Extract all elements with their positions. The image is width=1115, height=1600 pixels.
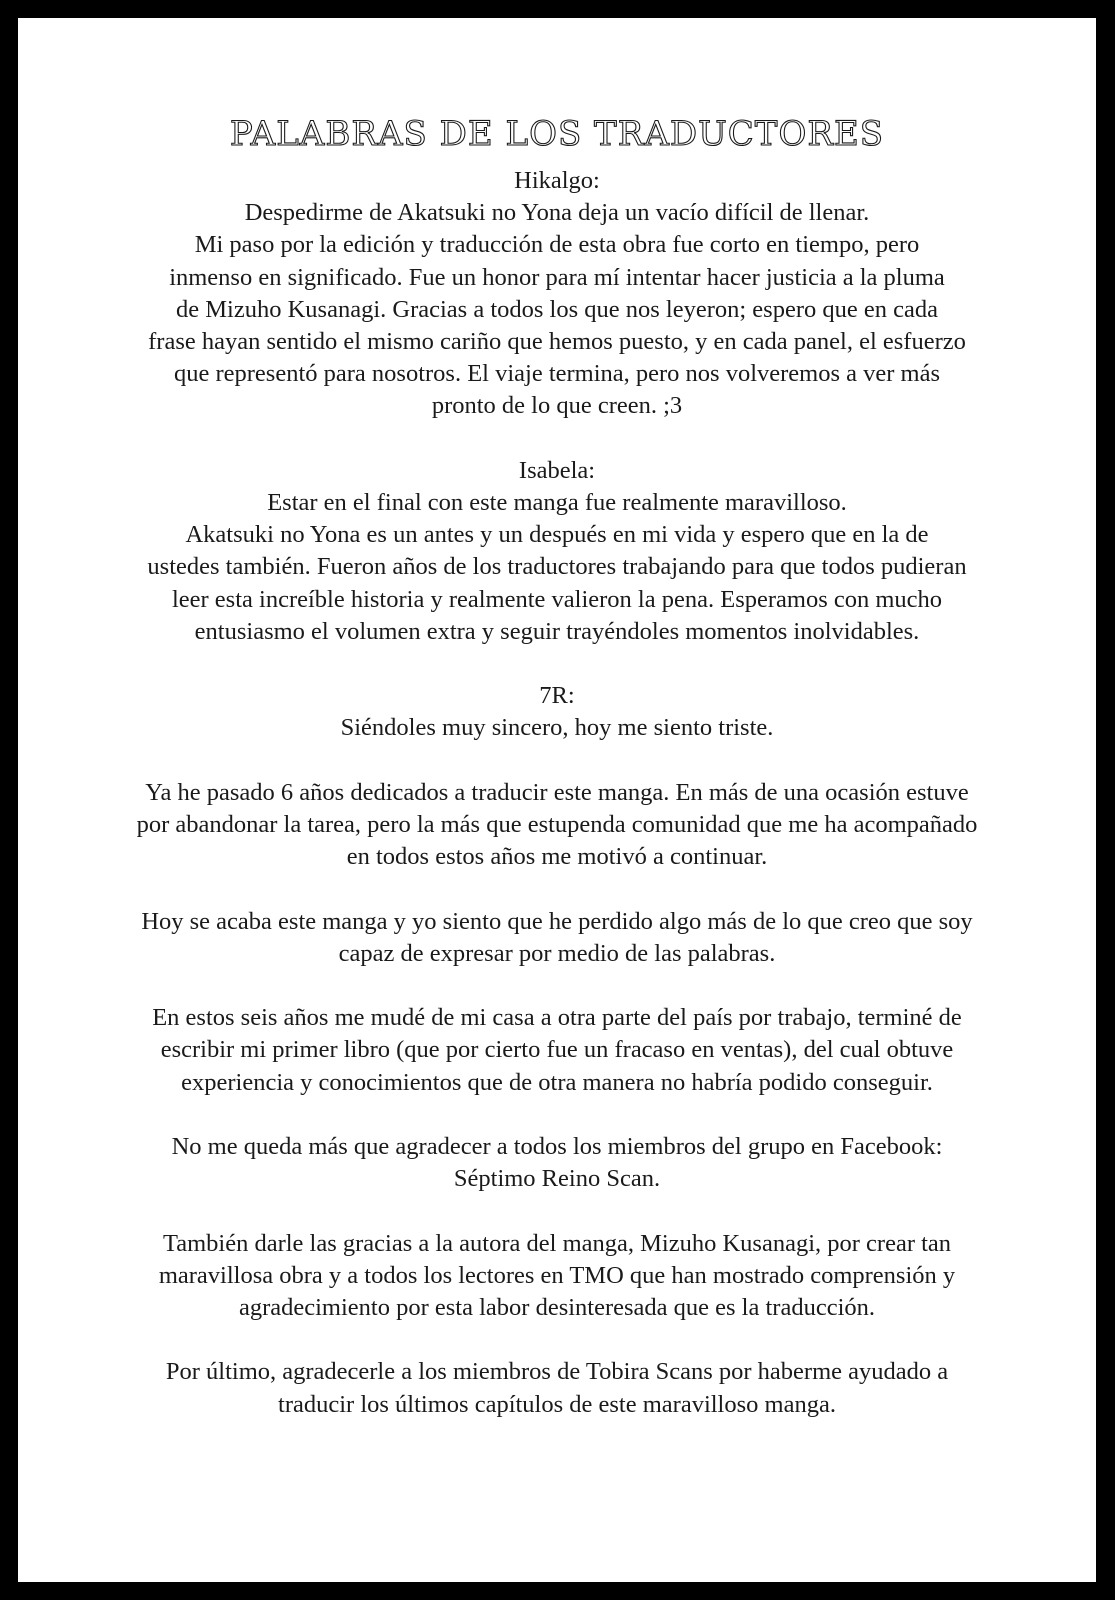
text-line: No me queda más que agradecer a todos los miembros del grupo en Facebook:	[171, 1133, 943, 1160]
text-line: Por último, agradecerle a los miembros de Tobira Scans por haberme ayudado a	[165, 1358, 949, 1386]
text-line: en todos estos años me motivó a continuar.	[346, 843, 768, 871]
section-7r	[18, 680, 1096, 1421]
text-line: ustedes también. Fueron años de los traductores trabajando para que todos pudieran	[147, 553, 967, 581]
text-line: Séptimo Reino Scan.	[453, 1165, 661, 1193]
paragraph	[18, 1131, 1096, 1195]
text-line: frase hayan sentido el mismo cariño que hemos puesto, y en cada panel, el esfuerzo	[148, 328, 966, 356]
paragraph	[18, 712, 1096, 744]
text-line: que representó para nosotros. El viaje termina, pero nos volveremos a ver más	[173, 360, 941, 388]
text-line: Despedirme de Akatsuki no Yona deja un vacío difícil de llenar.	[244, 199, 870, 227]
text-line: Estar en el final con este manga fue realmente maravilloso.	[267, 489, 847, 517]
speaker-name: 7R:	[539, 682, 575, 710]
paragraph	[18, 1002, 1096, 1099]
speaker-name: Isabela:	[518, 456, 596, 484]
text-line: También darle las gracias a la autora del manga, Mizuho Kusanagi, por crear tan	[162, 1229, 952, 1257]
paragraph	[18, 487, 1096, 648]
text-line: de Mizuho Kusanagi. Gracias a todos los que nos leyeron; espero que en cada	[176, 295, 938, 323]
paragraph	[18, 906, 1096, 970]
text-line: maravillosa obra y a todos los lectores en TMO que han mostrado comprensión y	[158, 1261, 956, 1289]
text-line: agradecimiento por esta labor desinteresada que es la traducción.	[238, 1294, 876, 1321]
text-line: Hoy se acaba este manga y yo siento que he perdido algo más de lo que creo que soy	[141, 907, 973, 935]
document-page	[18, 18, 1096, 1582]
text-line: capaz de expresar por medio de las palabras.	[338, 939, 776, 967]
text-line: por abandonar la tarea, pero la más que estupenda comunidad que me ha acompañado	[136, 811, 978, 839]
text-line: inmenso en significado. Fue un honor para mí intentar hacer justicia a la pluma	[169, 263, 945, 291]
text-line: leer esta increíble historia y realmente valieron la pena. Esperamos con mucho	[171, 585, 943, 613]
text-line: Akatsuki no Yona es un antes y un después en mi vida y espero que en la de	[185, 521, 929, 549]
text-line: entusiasmo el volumen extra y seguir trayéndoles momentos inolvidables.	[194, 617, 920, 645]
section-isabela	[18, 455, 1096, 648]
section-hikalgo	[18, 165, 1096, 423]
text-line: pronto de lo que creen. ;3	[431, 392, 683, 420]
text-line: Mi paso por la edición y traducción de esta obra fue corto en tiempo, pero	[194, 231, 920, 259]
text-line: Ya he pasado 6 años dedicados a traducir este manga. En más de una ocasión estuve	[145, 778, 969, 806]
paragraph	[18, 1228, 1096, 1325]
paragraph	[18, 197, 1096, 422]
text-line: En estos seis años me mudé de mi casa a otra parte del país por trabajo, terminé de	[152, 1004, 962, 1032]
text-line: Siéndoles muy sincero, hoy me siento triste.	[340, 714, 774, 742]
speaker-name: Hikalgo:	[514, 167, 600, 194]
text-line: experiencia y conocimientos que de otra manera no habría podido conseguir.	[181, 1068, 933, 1096]
text-line: escribir mi primer libro (que por cierto fue un fracaso en ventas), del cual obtuve	[160, 1036, 954, 1064]
page-title: PALABRAS DE LOS TRADUCTORES	[229, 114, 885, 154]
paragraph	[18, 1356, 1096, 1420]
paragraph	[18, 777, 1096, 874]
text-line: traducir los últimos capítulos de este maravilloso manga.	[278, 1390, 836, 1418]
translators-notes	[18, 165, 1096, 1453]
